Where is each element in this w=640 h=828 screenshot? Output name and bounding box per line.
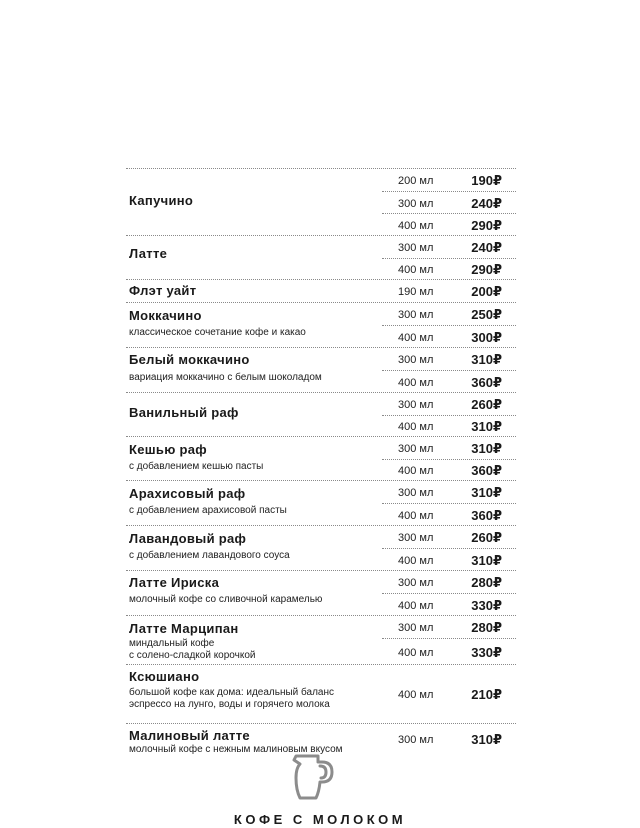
- size-price-list: [382, 724, 516, 754]
- price-label: 360₽: [471, 463, 502, 478]
- item-description: с солено-сладкой корочкой: [129, 650, 256, 661]
- menu-item: [126, 347, 516, 392]
- section-title: КОФЕ С МОЛОКОМ: [233, 812, 407, 827]
- item-description: молочный кофе с нежным малиновым вкусом: [129, 744, 343, 755]
- volume-label: 400 мл: [398, 421, 434, 433]
- volume-label: 300 мл: [398, 622, 434, 634]
- size-row: [382, 415, 516, 437]
- size-row: [382, 370, 516, 393]
- item-name: Ксюшиано: [129, 669, 200, 684]
- price-label: 280₽: [471, 575, 502, 590]
- size-row: [382, 638, 516, 665]
- size-row: [382, 393, 516, 415]
- menu-item: [126, 615, 516, 664]
- volume-label: 300 мл: [398, 354, 434, 366]
- volume-label: 200 мл: [398, 175, 434, 187]
- item-name: Малиновый латте: [129, 728, 250, 743]
- item-name: Латте Ириска: [129, 575, 220, 590]
- milk-jug-icon: [288, 752, 342, 802]
- size-row: [382, 437, 516, 459]
- volume-label: 300 мл: [398, 487, 434, 499]
- price-label: 260₽: [471, 397, 502, 412]
- volume-label: 400 мл: [398, 647, 434, 659]
- volume-label: 300 мл: [398, 443, 434, 455]
- size-row: [382, 191, 516, 214]
- size-price-list: [382, 393, 516, 436]
- price-label: 210₽: [471, 687, 502, 702]
- item-description: вариация моккачино с белым шоколадом: [129, 372, 322, 383]
- volume-label: 400 мл: [398, 264, 434, 276]
- size-row: [382, 169, 516, 191]
- size-price-list: [382, 571, 516, 615]
- price-label: 240₽: [471, 240, 502, 255]
- volume-label: 300 мл: [398, 734, 434, 746]
- item-description: большой кофе как дома: идеальный баланс: [129, 687, 335, 698]
- size-row: [382, 258, 516, 280]
- price-label: 190₽: [471, 173, 502, 188]
- item-description: миндальный кофе: [129, 638, 215, 649]
- volume-label: 190 мл: [398, 286, 434, 298]
- menu-item: [126, 279, 516, 302]
- item-name: Арахисовый раф: [129, 486, 246, 501]
- price-label: 260₽: [471, 530, 502, 545]
- menu-item: [126, 392, 516, 436]
- price-label: 250₽: [471, 307, 502, 322]
- size-price-list: [382, 665, 516, 723]
- item-name: Кешью раф: [129, 442, 207, 457]
- volume-label: 400 мл: [398, 600, 434, 612]
- price-label: 200₽: [471, 284, 502, 299]
- volume-label: 300 мл: [398, 399, 434, 411]
- item-description: молочный кофе со сливочной карамелью: [129, 594, 323, 605]
- price-label: 360₽: [471, 508, 502, 523]
- item-name: Латте Марципан: [129, 621, 239, 636]
- item-name: Белый моккачино: [129, 352, 250, 367]
- price-label: 310₽: [471, 441, 502, 456]
- item-name: Лавандовый раф: [129, 531, 247, 546]
- menu-item: [126, 235, 516, 279]
- menu-item: [126, 570, 516, 615]
- size-row: [382, 724, 516, 754]
- price-label: 330₽: [471, 598, 502, 613]
- size-row: [382, 593, 516, 616]
- item-description: эспрессо на лунго, воды и горячего молока: [129, 699, 330, 710]
- size-row: [382, 325, 516, 348]
- volume-label: 400 мл: [398, 377, 434, 389]
- item-description: с добавлением лавандового соуса: [129, 550, 290, 561]
- item-description: классическое сочетание кофе и какао: [129, 327, 306, 338]
- volume-label: 400 мл: [398, 555, 434, 567]
- volume-label: 300 мл: [398, 532, 434, 544]
- size-row: [382, 665, 516, 723]
- item-description: с добавлением арахисовой пасты: [129, 505, 287, 516]
- size-row: [382, 503, 516, 526]
- price-label: 240₽: [471, 196, 502, 211]
- price-label: 290₽: [471, 262, 502, 277]
- size-row: [382, 571, 516, 593]
- size-price-list: [382, 437, 516, 480]
- size-row: [382, 236, 516, 258]
- volume-label: 300 мл: [398, 309, 434, 321]
- volume-label: 400 мл: [398, 689, 434, 701]
- item-name: Ванильный раф: [129, 405, 239, 420]
- menu-list: [126, 168, 516, 754]
- menu-item: [126, 436, 516, 480]
- size-price-list: [382, 616, 516, 664]
- volume-label: 400 мл: [398, 510, 434, 522]
- price-label: 290₽: [471, 218, 502, 233]
- price-label: 310₽: [471, 352, 502, 367]
- price-label: 360₽: [471, 375, 502, 390]
- size-row: [382, 616, 516, 638]
- volume-label: 400 мл: [398, 465, 434, 477]
- price-label: 310₽: [471, 732, 502, 747]
- size-price-list: [382, 169, 516, 235]
- price-label: 310₽: [471, 553, 502, 568]
- item-description: с добавлением кешью пасты: [129, 461, 264, 472]
- size-price-list: [382, 280, 516, 302]
- menu-item: [126, 480, 516, 525]
- item-name: Капучино: [129, 193, 194, 208]
- menu-item: [126, 525, 516, 570]
- price-label: 310₽: [471, 419, 502, 434]
- price-label: 310₽: [471, 485, 502, 500]
- item-name: Флэт уайт: [129, 283, 197, 298]
- size-price-list: [382, 236, 516, 279]
- size-row: [382, 526, 516, 548]
- menu-item: [126, 664, 516, 723]
- size-row: [382, 481, 516, 503]
- size-row: [382, 303, 516, 325]
- menu-item: [126, 168, 516, 235]
- volume-label: 300 мл: [398, 198, 434, 210]
- volume-label: 300 мл: [398, 577, 434, 589]
- size-price-list: [382, 303, 516, 347]
- volume-label: 400 мл: [398, 220, 434, 232]
- menu-item: [126, 302, 516, 347]
- size-row: [382, 213, 516, 236]
- size-row: [382, 548, 516, 571]
- price-label: 330₽: [471, 645, 502, 660]
- volume-label: 300 мл: [398, 242, 434, 254]
- size-row: [382, 348, 516, 370]
- price-label: 280₽: [471, 620, 502, 635]
- size-row: [382, 459, 516, 481]
- price-label: 300₽: [471, 330, 502, 345]
- size-price-list: [382, 526, 516, 570]
- volume-label: 400 мл: [398, 332, 434, 344]
- size-price-list: [382, 481, 516, 525]
- item-name: Латте: [129, 246, 168, 261]
- menu-item: [126, 723, 516, 754]
- item-name: Моккачино: [129, 308, 202, 323]
- size-price-list: [382, 348, 516, 392]
- size-row: [382, 280, 516, 302]
